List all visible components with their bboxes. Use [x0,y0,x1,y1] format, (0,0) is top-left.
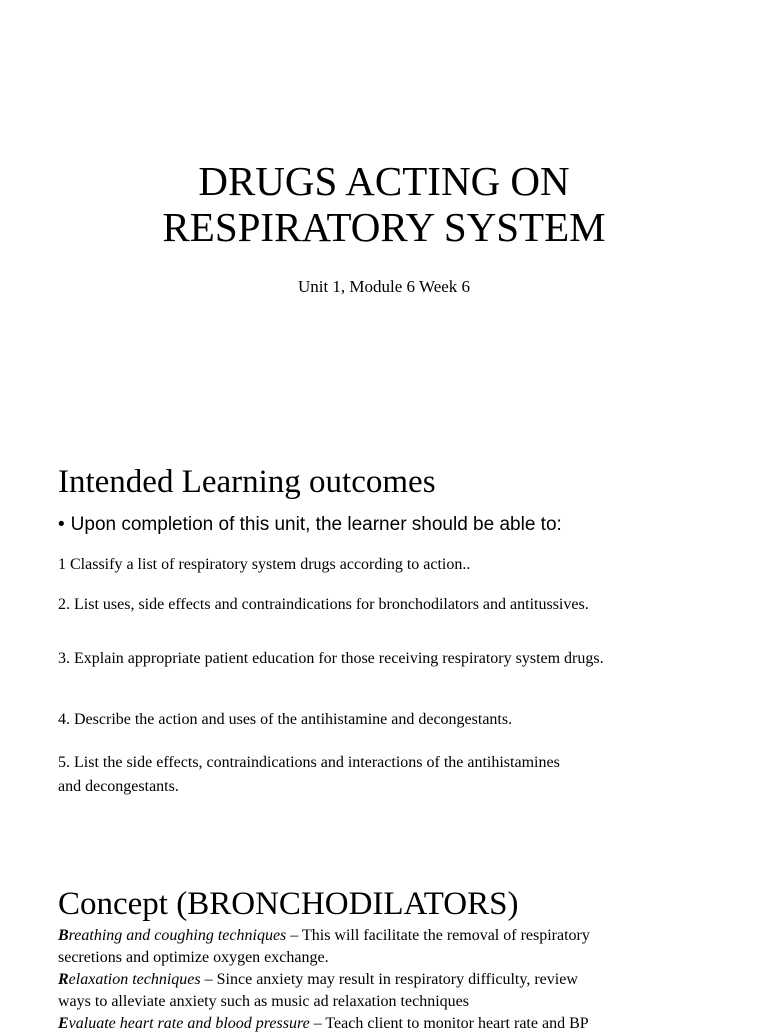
acronym-initial: E [58,1015,69,1032]
outcomes-heading: Intended Learning outcomes [58,464,436,500]
concept-line-continuation: ways to alleviate anxiety such as music ad relaxation techniques [58,993,469,1010]
outcome-item-5-continuation: and decongestants. [58,778,179,795]
subtitle: Unit 1, Module 6 Week 6 [297,277,471,296]
concept-line [58,969,738,991]
concept-line-continuation: secretions and optimize oxygen exchange. [58,949,329,966]
outcome-item-1: 1 Classify a list of respiratory system drugs according to action.. [58,556,471,573]
concept-entry-evaluate [58,1013,738,1035]
outcome-item-4: 4. Describe the action and uses of the antihistamine and decongestants. [58,711,513,728]
main-title-line-2: RESPIRATORY SYSTEM [162,204,606,250]
acronym-initial: B [58,927,69,944]
technique-name: reathing and coughing techniques [68,927,287,944]
outcome-item-3: 3. Explain appropriate patient education for those receiving respiratory system drugs. [58,650,604,667]
concept-entry-breathing [58,925,738,969]
bullet-intro [58,512,562,538]
concept-line [58,1013,738,1035]
title-slide [0,0,768,430]
bullet-dot-icon: • [58,514,65,535]
concept-heading: Concept (BRONCHODILATORS) [58,886,519,922]
technique-description: – Since anxiety may result in respiratory difficulty, review [200,971,578,988]
concept-entry-relaxation [58,969,738,1013]
bullet-intro-text: Upon completion of this unit, the learner should be able to: [70,514,562,535]
main-title [0,158,768,250]
outcome-item-2: 2. List uses, side effects and contraindications for bronchodilators and antitussives. [58,596,589,613]
technique-name: elaxation techniques [68,971,201,988]
outcome-item-5: 5. List the side effects, contraindications and interactions of the antihistamines [58,754,560,771]
technique-description: – Teach client to monitor heart rate and BP [309,1015,589,1032]
concept-slide [0,880,768,1032]
main-title-line-1: DRUGS ACTING ON [198,158,570,204]
outcomes-slide [0,440,768,840]
technique-description: – This will facilitate the removal of respiratory [286,927,590,944]
acronym-initial: R [58,971,69,988]
technique-name: valuate heart rate and blood pressure [68,1015,310,1032]
concept-line [58,925,738,947]
